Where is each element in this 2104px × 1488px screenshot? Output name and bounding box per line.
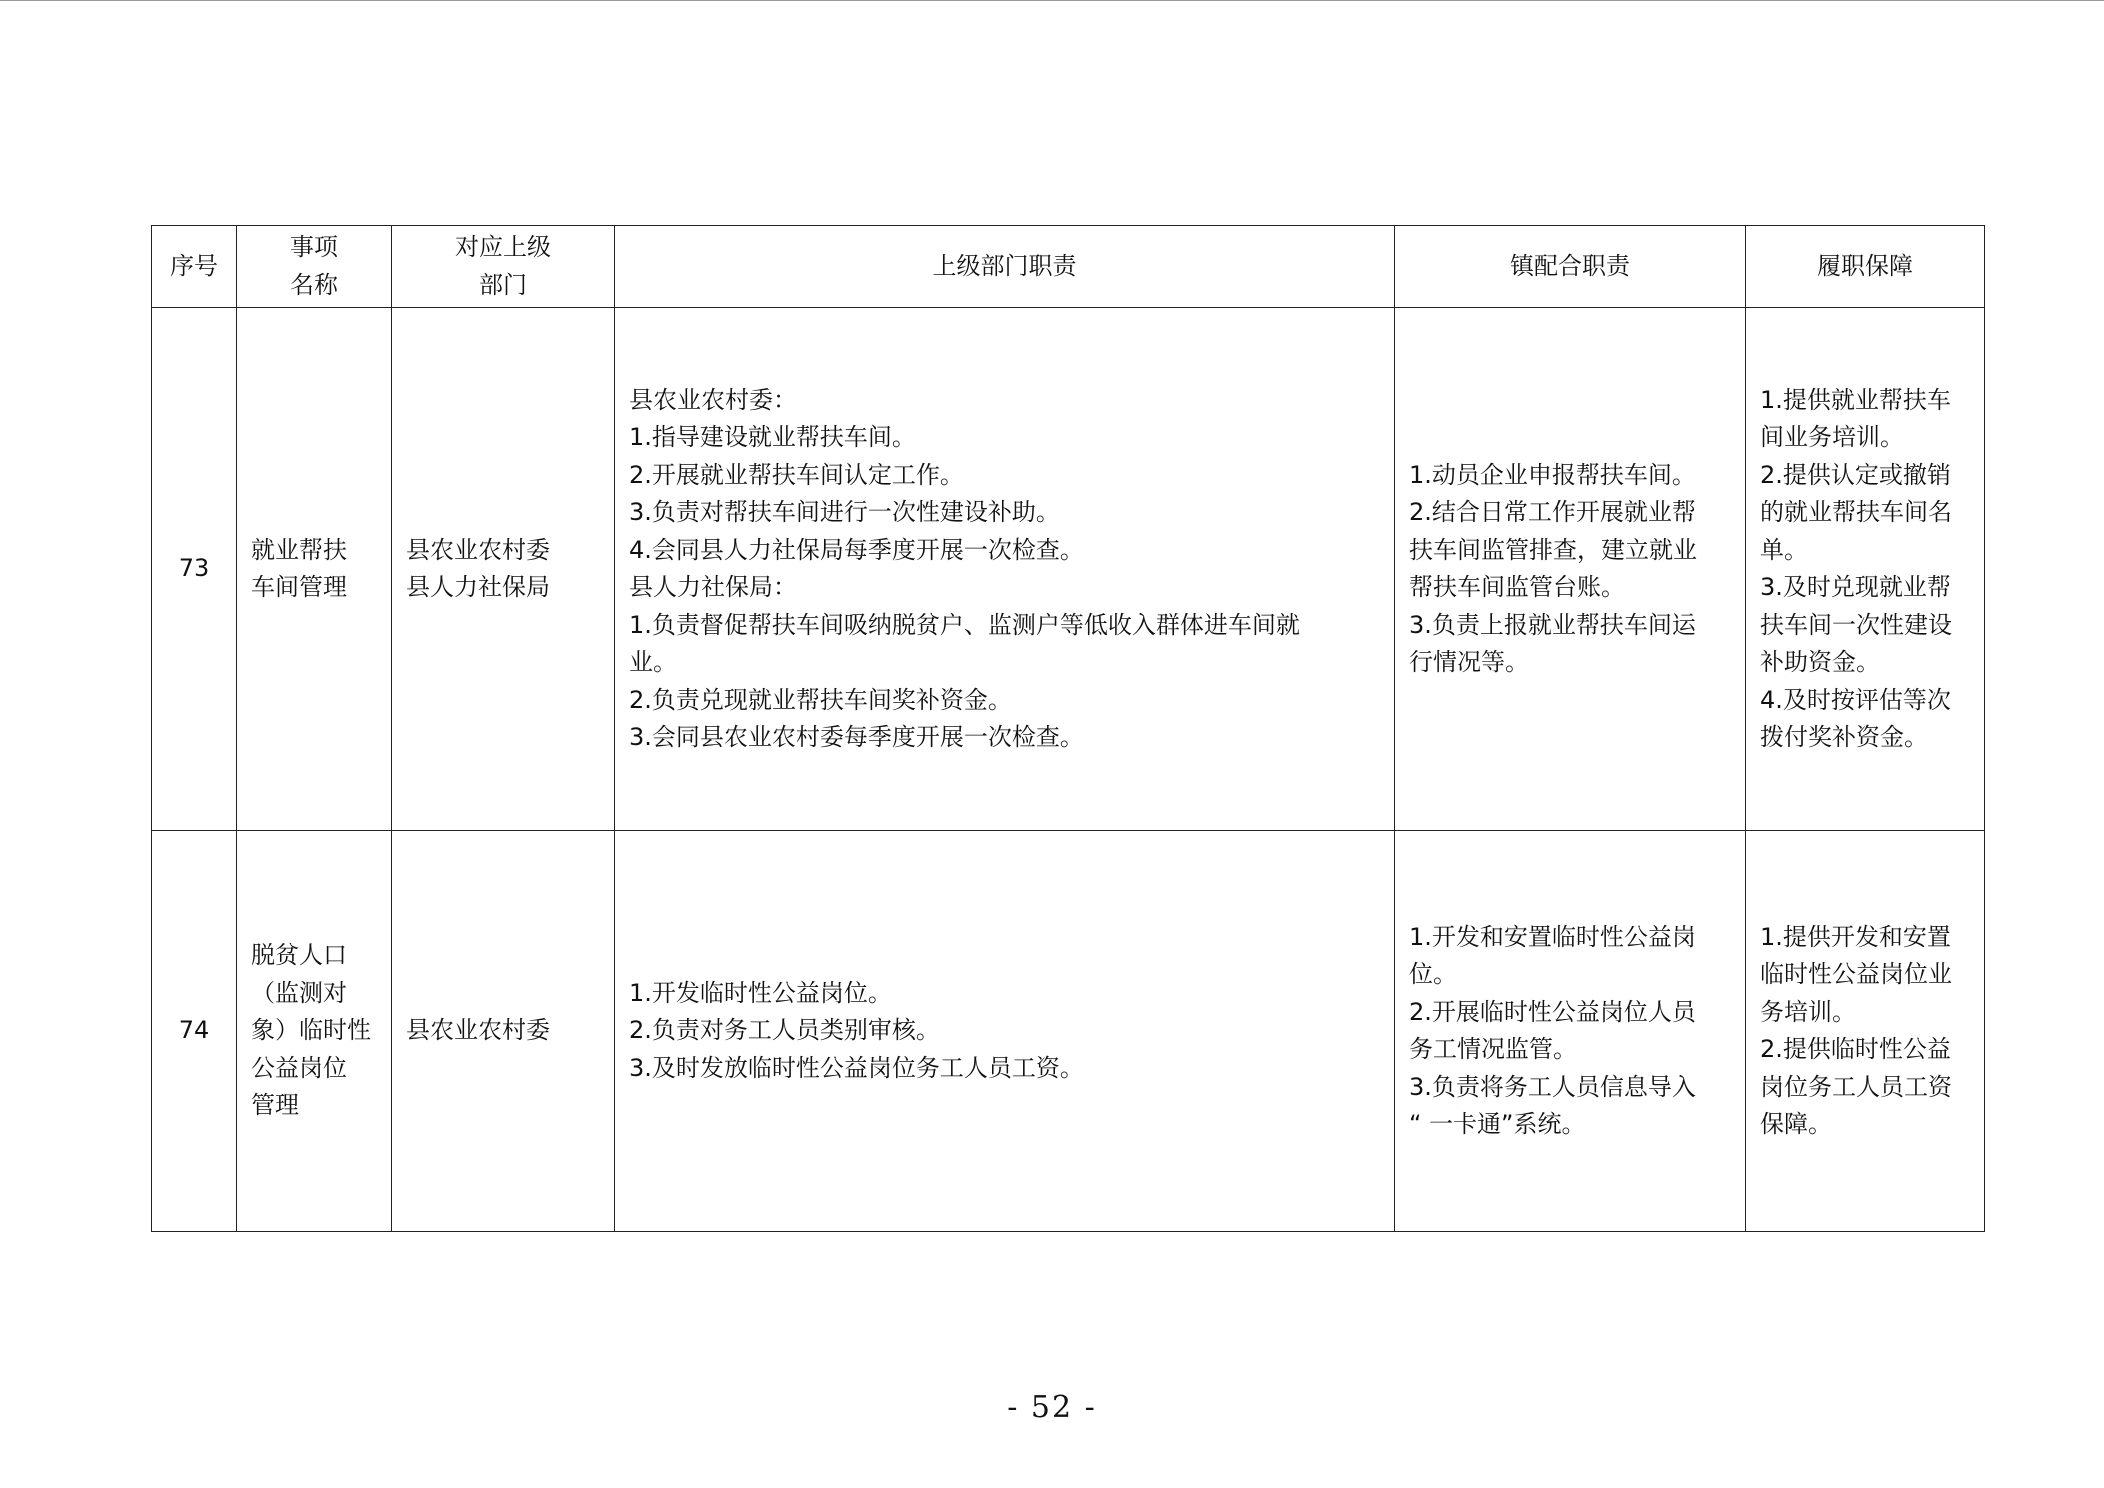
row-dept-line: 县农业农村委: [406, 1016, 550, 1045]
row-duty-line: 2.负责兑现就业帮扶车间奖补资金。: [629, 685, 1012, 714]
row-duty-line: 业。: [629, 648, 677, 676]
row-duty-line: 2.开展就业帮扶车间认定工作。: [629, 460, 964, 489]
row-town-line: 务工情况监管。: [1409, 1035, 1577, 1063]
row-guarantee-line: 临时性公益岗位业: [1760, 960, 1952, 988]
row-guarantee-line: 务培训。: [1760, 997, 1856, 1026]
row-town-cell: [1395, 831, 1746, 1232]
header-dept-line: 对应上级: [455, 233, 551, 261]
row-duty-line: 3.会同县农业农村委每季度开展一次检查。: [629, 723, 1084, 751]
row-duty-line: 3.负责对帮扶车间进行一次性建设补助。: [629, 498, 1060, 526]
row-dept-line: 县农业农村委: [406, 535, 550, 564]
page-number: - 52 -: [1007, 1390, 1097, 1425]
row-duty-line: 2.负责对务工人员类别审核。: [629, 1016, 940, 1045]
row-dept-cell: [392, 831, 615, 1232]
row-duty-line: 1.负责督促帮扶车间吸纳脱贫户、监测户等低收入群体进车间就: [629, 610, 1300, 639]
header-town: [1395, 226, 1746, 308]
header-item: [237, 226, 392, 308]
row-guarantee-line: 1.提供就业帮扶车: [1760, 385, 1951, 414]
header-seq: [152, 226, 237, 308]
row-seq: 74: [178, 1016, 210, 1045]
row-guarantee-cell: [1746, 308, 1985, 831]
row-guarantee-line: 岗位务工人员工资: [1760, 1072, 1952, 1101]
row-duty-line: 3.及时发放临时性公益岗位务工人员工资。: [629, 1053, 1084, 1082]
header-duty-label: 上级部门职责: [932, 251, 1077, 280]
row-town-line: 2.结合日常工作开展就业帮: [1409, 498, 1696, 526]
row-guarantee-line: 1.提供开发和安置: [1760, 922, 1951, 951]
duty-table: [151, 225, 1985, 1232]
header-guarantee: [1746, 226, 1985, 308]
row-duty-line: 1.开发临时性公益岗位。: [629, 978, 892, 1007]
row-guarantee-line: 2.提供临时性公益: [1760, 1035, 1951, 1063]
row-guarantee-line: 保障。: [1760, 1110, 1832, 1138]
row-guarantee-line: 间业务培训。: [1760, 423, 1904, 451]
header-item-line: 名称: [290, 270, 338, 299]
row-guarantee-line: 4.及时按评估等次: [1760, 685, 1951, 714]
row-dept-cell: [392, 308, 615, 831]
row-guarantee-cell: [1746, 831, 1985, 1232]
row-guarantee-line: 拨付奖补资金。: [1760, 723, 1928, 751]
header-dept-line: 部门: [479, 270, 527, 299]
header-item-line: 事项: [290, 233, 338, 261]
row-guarantee-line: 2.提供认定或撤销: [1760, 460, 1951, 489]
row-item-line: 脱贫人口: [251, 941, 347, 970]
row-town-line: 1.动员企业申报帮扶车间。: [1409, 460, 1696, 489]
row-duty-cell: [615, 831, 1395, 1232]
row-town-line: 3.负责将务工人员信息导入: [1409, 1072, 1696, 1101]
row-item-line: 象）临时性: [251, 1016, 371, 1045]
row-guarantee-line: 补助资金。: [1760, 648, 1880, 676]
row-town-line: 行情况等。: [1409, 648, 1529, 676]
row-town-line: 位。: [1409, 960, 1457, 988]
header-town-label: 镇配合职责: [1510, 251, 1630, 280]
row-seq: 73: [178, 554, 210, 583]
row-guarantee-line: 的就业帮扶车间名: [1760, 498, 1952, 526]
page-top-rule: [0, 0, 2104, 1]
row-item-cell: [237, 831, 392, 1232]
row-seq-cell: [152, 831, 237, 1232]
row-item-line: 公益岗位: [251, 1053, 347, 1082]
row-dept-line: 县人力社保局: [406, 573, 550, 601]
row-town-line: 1.开发和安置临时性公益岗: [1409, 922, 1696, 951]
row-town-line: 扶车间监管排查，建立就业: [1409, 535, 1697, 564]
row-town-line: 3.负责上报就业帮扶车间运: [1409, 610, 1696, 639]
row-duty-line: 1.指导建设就业帮扶车间。: [629, 423, 916, 451]
row-item-line: 就业帮扶: [251, 535, 347, 564]
row-item-line: 管理: [251, 1091, 299, 1120]
header-guarantee-label: 履职保障: [1817, 251, 1913, 280]
row-town-line: “ 一卡通”系统。: [1409, 1110, 1586, 1138]
row-duty-line: 4.会同县人力社保局每季度开展一次检查。: [629, 535, 1084, 564]
row-town-cell: [1395, 308, 1746, 831]
row-duty-cell: [615, 308, 1395, 831]
header-duty: [615, 226, 1395, 308]
row-guarantee-line: 3.及时兑现就业帮: [1760, 573, 1951, 601]
row-item-line: 车间管理: [251, 573, 347, 601]
header-seq-label: 序号: [170, 251, 218, 280]
row-duty-line: 县人力社保局：: [629, 573, 797, 601]
table-row: [152, 308, 1985, 831]
row-town-line: 2.开展临时性公益岗位人员: [1409, 997, 1696, 1026]
row-item-line: （监测对: [251, 978, 347, 1007]
header-dept: [392, 226, 615, 308]
row-guarantee-line: 单。: [1760, 535, 1808, 564]
row-guarantee-line: 扶车间一次性建设: [1760, 610, 1952, 639]
row-town-line: 帮扶车间监管台账。: [1409, 573, 1625, 601]
row-duty-line: 县农业农村委：: [629, 385, 797, 414]
row-seq-cell: [152, 308, 237, 831]
table-row: [152, 831, 1985, 1232]
row-item-cell: [237, 308, 392, 831]
table-header-row: [152, 226, 1985, 308]
